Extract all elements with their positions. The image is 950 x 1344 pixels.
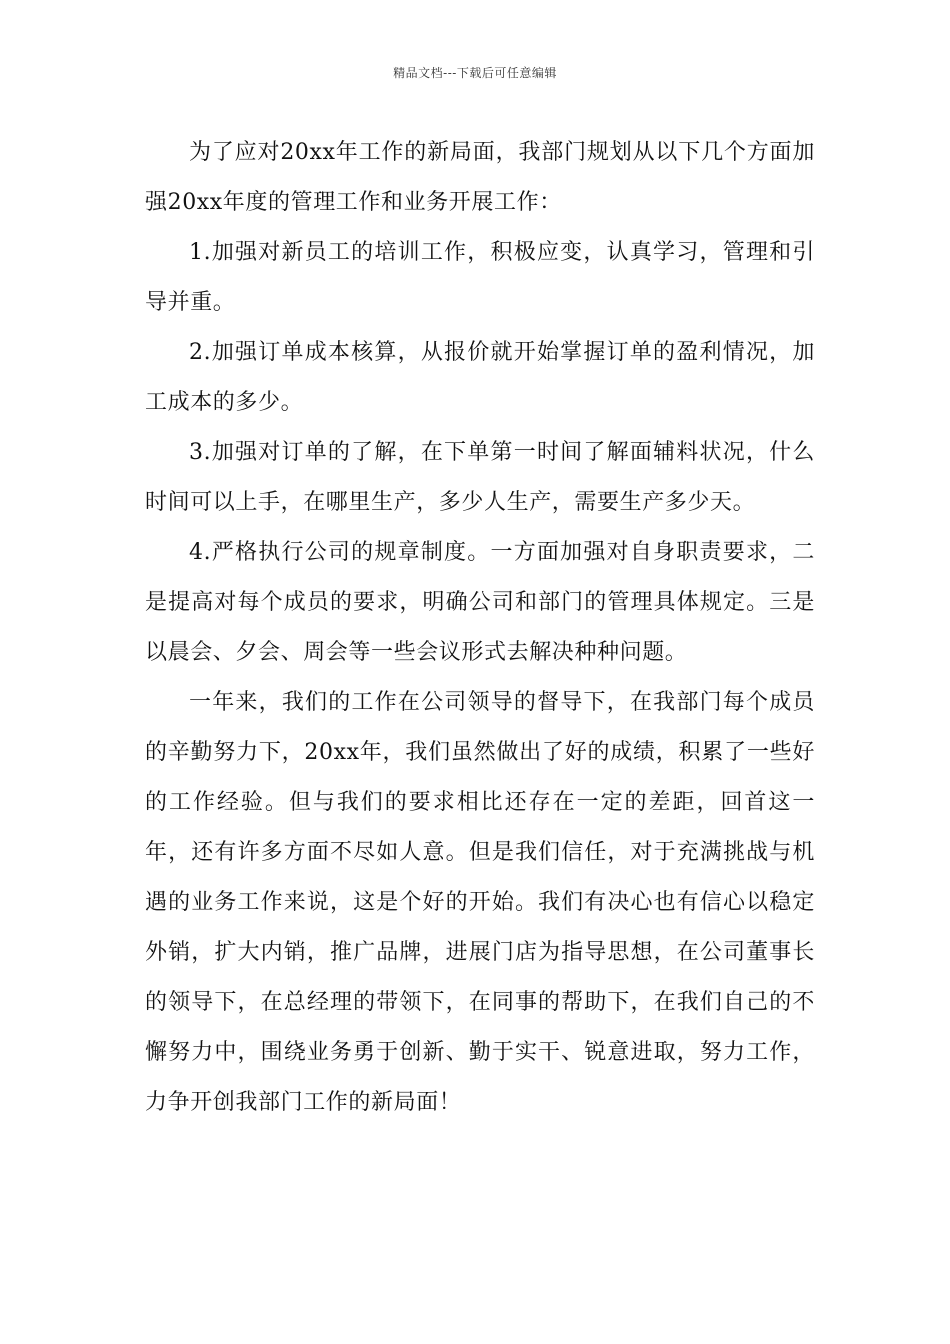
paragraph-intro: 为了应对20xx年工作的新局面，我部门规划从以下几个方面加强20xx年度的管理工作和业务开展工作：: [145, 140, 815, 215]
document-body: [145, 128, 815, 1128]
paragraph-summary: 一年来，我们的工作在公司领导的督导下，在我部门每个成员的辛勤努力下，20xx年，我们虽然做出了好的成绩，积累了一些好的工作经验。但与我们的要求相比还存在一定的差距，回首这一年，还有许多方面不尽如人意。但是我们信任，对于充满挑战与机遇的业务工作来说，这是个好的开始。我们有决心也有信心以稳定外销，扩大内销，推广品牌，进展门店为指导思想，在公司董事长的领导下，在总经理的带领下，在同事的帮助下，在我们自己的不懈努力中，围绕业务勇于创新、勤于实干、锐意进取，努力工作，力争开创我部门工作的新局面！: [145, 690, 815, 1115]
paragraph-item-2: 2.加强订单成本核算，从报价就开始掌握订单的盈利情况，加工成本的多少。: [145, 340, 815, 415]
page-header: 精品文档---下载后可任意编辑: [393, 66, 557, 80]
paragraph-item-3: 3.加强对订单的了解，在下单第一时间了解面辅料状况，什么时间可以上手，在哪里生产，多少人生产，需要生产多少天。: [145, 440, 815, 515]
paragraph-item-1: 1.加强对新员工的培训工作，积极应变，认真学习，管理和引导并重。: [145, 240, 815, 315]
paragraph-item-4: 4.严格执行公司的规章制度。一方面加强对自身职责要求，二是提高对每个成员的要求，明确公司和部门的管理具体规定。三是以晨会、夕会、周会等一些会议形式去解决种种问题。: [145, 540, 815, 665]
